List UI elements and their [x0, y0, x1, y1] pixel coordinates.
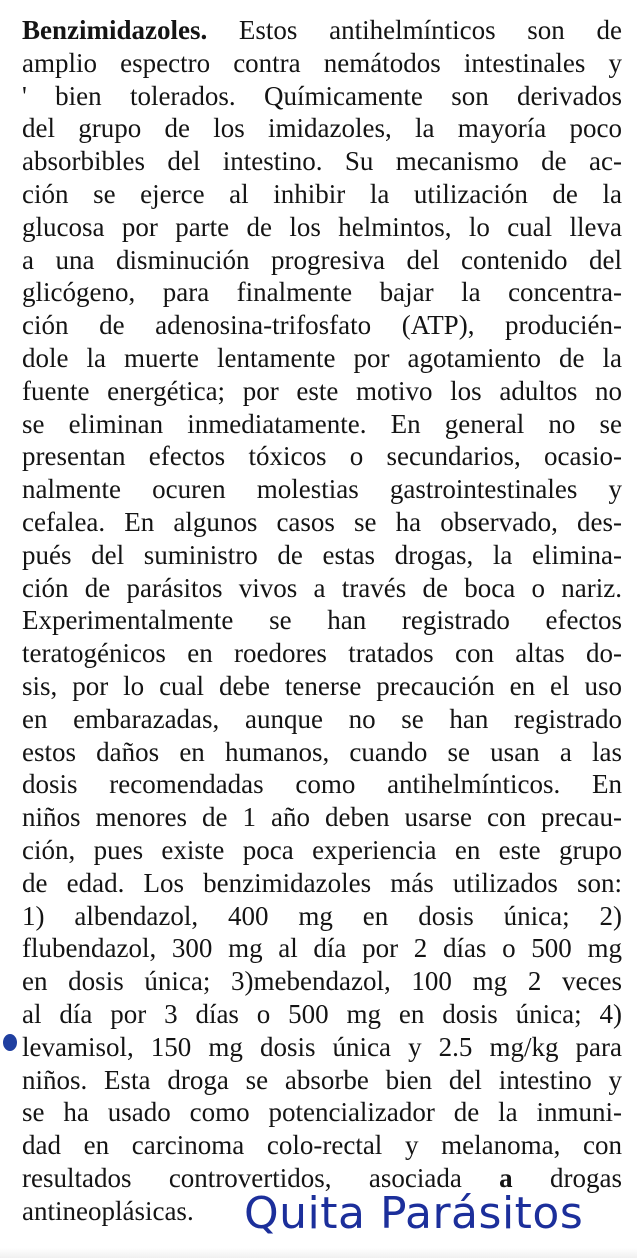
text-line: dad en carcinoma colo-rectal y melanoma, con — [22, 1130, 622, 1161]
section-heading: Benzimidazoles. — [22, 15, 208, 45]
text-line: se eliminan inmediatamente. En general no se — [22, 408, 622, 439]
text-line: presentan efectos tóxicos o secundarios, ocasio- — [22, 441, 622, 472]
text-line: Benzimidazoles. Estos antihelmínticos son de — [22, 15, 622, 45]
text-line: ción de adenosina-trifosfato (ATP), producién- — [22, 310, 622, 341]
text-line: absorbibles del intestino. Su mecanismo de ac- — [22, 146, 622, 177]
text-line: Experimentalmente se han registrado efectos — [22, 605, 622, 636]
text-line: niños menores de 1 año deben usarse con precau- — [22, 802, 622, 833]
text-line: glucosa por parte de los helmintos, lo cual lleva — [22, 211, 622, 242]
text-line: glicógeno, para finalmente bajar la concentra- — [22, 277, 622, 308]
blue-dot-icon — [3, 1034, 17, 1051]
text-line: dosis recomendadas como antihelmínticos. En — [22, 769, 622, 800]
text-line: estos daños en humanos, cuando se usan a las — [22, 736, 622, 767]
scan-edge — [0, 1248, 637, 1258]
text-line: ción se ejerce al inhibir la utilización de la — [22, 178, 622, 209]
text-line: del grupo de los imidazoles, la mayoría poco — [22, 113, 622, 144]
text-line: resultados controvertidos, asociada a drogas — [22, 1162, 622, 1193]
text-line: a una disminución progresiva del contenido del — [22, 244, 622, 275]
text-line: nalmente ocuren molestias gastrointestinales y — [22, 474, 622, 505]
text-line: flubendazol, 300 mg al día por 2 días o 500 mg — [22, 933, 622, 964]
text-line: dole la muerte lentamente por agotamiento de la — [22, 342, 622, 373]
text-line: antineoplásicas. — [22, 1195, 194, 1226]
text-line: levamisol, 150 mg dosis única y 2.5 mg/kg para — [22, 1031, 622, 1062]
text-line: niños. Esta droga se absorbe bien del intestino y — [22, 1064, 622, 1095]
text-line: se ha usado como potencializador de la inmuni- — [22, 1097, 622, 1128]
document-body — [22, 14, 622, 1227]
text-line: ción de parásitos vivos a través de boca o nariz. — [22, 572, 622, 603]
bold-word: a — [499, 1162, 513, 1193]
text-line: ción, pues existe poca experiencia en este grupo — [22, 834, 622, 865]
text-line: amplio espectro contra nemátodos intestinales y — [22, 47, 622, 78]
text-line: cefalea. En algunos casos se ha observado, des- — [22, 506, 622, 537]
text-line: teratogénicos en roedores tratados con altas do- — [22, 638, 622, 669]
text-line: sis, por lo cual debe tenerse precaución en el uso — [22, 670, 622, 701]
text-line: en dosis única; 3)mebendazol, 100 mg 2 veces — [22, 966, 622, 997]
text-line: 1) albendazol, 400 mg en dosis única; 2) — [22, 900, 622, 931]
text-line: pués del suministro de estas drogas, la elimina- — [22, 539, 622, 570]
text-line: fuente energética; por este motivo los adultos no — [22, 375, 622, 406]
watermark-text: Quita Parásitos — [244, 1188, 584, 1239]
text-line: al día por 3 días o 500 mg en dosis única; 4) — [22, 998, 622, 1029]
text-line: ' bien tolerados. Químicamente son derivados — [22, 80, 622, 111]
text-line: en embarazadas, aunque no se han registrado — [22, 703, 622, 734]
text-line: de edad. Los benzimidazoles más utilizados son: — [22, 867, 622, 898]
